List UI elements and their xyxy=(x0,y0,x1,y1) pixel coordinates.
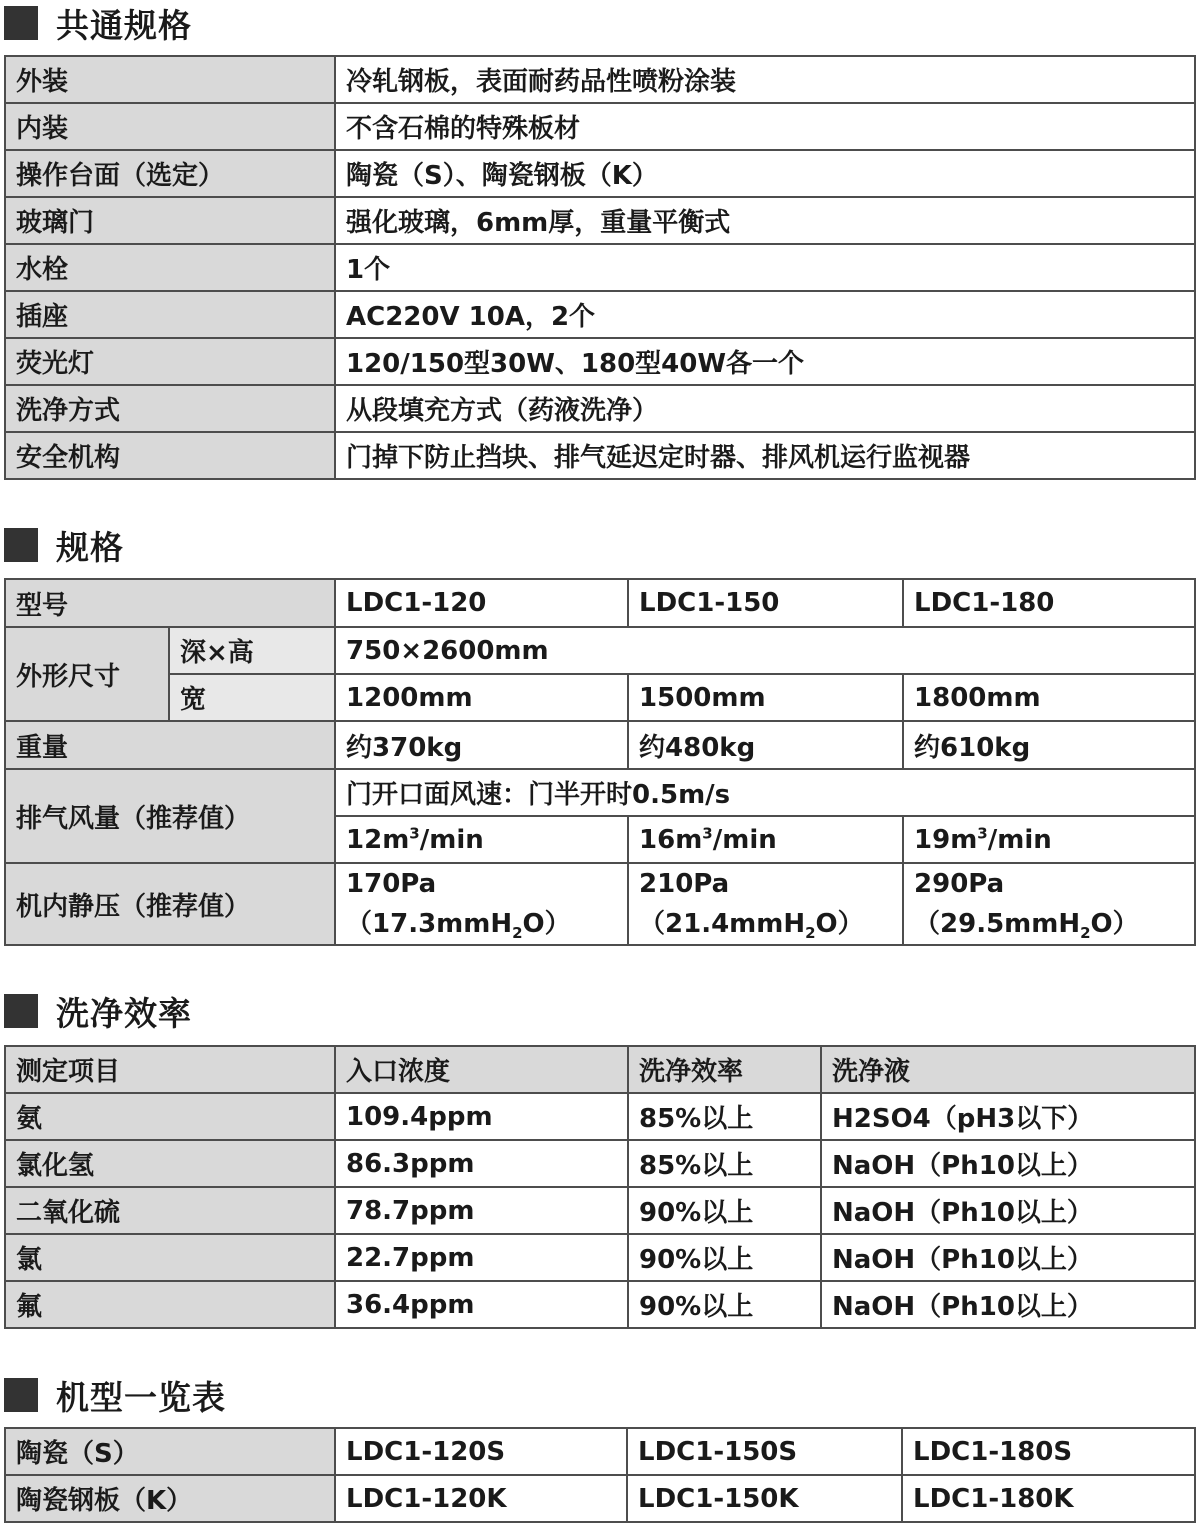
pressure-cell xyxy=(628,863,903,945)
table-row xyxy=(5,56,1195,103)
exhaust-cell xyxy=(335,816,628,863)
pressure-label: 机内静压（推荐值） xyxy=(5,863,335,945)
pressure-sub: 2 xyxy=(805,924,816,943)
exhaust-unit-rest: /min xyxy=(712,824,777,855)
row-value: 不含石棉的特殊板材 xyxy=(335,103,1195,150)
model-code: LDC1-180S xyxy=(902,1428,1195,1475)
table-row xyxy=(5,197,1195,244)
width-label: 宽 xyxy=(169,674,335,721)
row-value: H2SO4（pH3以下） xyxy=(821,1093,1195,1140)
pressure-mmh-text: （29.5mmH xyxy=(914,909,1081,939)
model-cell: LDC1-120 xyxy=(335,579,628,627)
row-label: 内装 xyxy=(5,103,335,150)
common-spec-heading xyxy=(4,0,192,46)
row-label: 氯 xyxy=(5,1234,335,1281)
model-code: LDC1-120K xyxy=(335,1475,627,1522)
width-cell: 1500mm xyxy=(628,674,903,721)
model-row xyxy=(5,579,1195,627)
exhaust-value: 19 xyxy=(914,824,951,855)
row-value: 120/150型30W、180型40W各一个 xyxy=(335,338,1195,385)
row-value: 36.4ppm xyxy=(335,1281,628,1328)
exhaust-value: 16 xyxy=(639,824,676,855)
pressure-mmh2o xyxy=(914,904,1184,944)
table-row xyxy=(5,1281,1195,1328)
model-code: LDC1-150S xyxy=(627,1428,902,1475)
pressure-cell xyxy=(903,863,1195,945)
table-row xyxy=(5,432,1195,479)
pressure-mmh2o xyxy=(639,904,892,944)
column-header: 测定项目 xyxy=(5,1046,335,1093)
exhaust-unit: m xyxy=(950,824,978,855)
efficiency-heading xyxy=(4,988,192,1034)
weight-cell: 约610kg xyxy=(903,721,1195,769)
weight-cell: 约370kg xyxy=(335,721,628,769)
spec-heading xyxy=(4,522,124,568)
row-label: 荧光灯 xyxy=(5,338,335,385)
depth-height-row xyxy=(5,627,1195,674)
row-label: 水栓 xyxy=(5,244,335,291)
row-label: 陶瓷钢板（K） xyxy=(5,1475,335,1522)
efficiency-title: 洗净效率 xyxy=(56,993,192,1033)
square-bullet-icon xyxy=(4,1378,38,1412)
common-spec-table xyxy=(4,55,1196,480)
depth-height-value: 750×2600mm xyxy=(335,627,1195,674)
square-bullet-icon xyxy=(4,6,38,40)
table-row xyxy=(5,150,1195,197)
row-label: 插座 xyxy=(5,291,335,338)
header-row xyxy=(5,1046,1195,1093)
row-value: 强化玻璃，6mm厚，重量平衡式 xyxy=(335,197,1195,244)
model-code: LDC1-120S xyxy=(335,1428,627,1475)
exhaust-label: 排气风量（推荐值） xyxy=(5,769,335,863)
pressure-tail: O） xyxy=(1090,909,1139,939)
spec-title: 规格 xyxy=(56,527,124,567)
row-value: 1个 xyxy=(335,244,1195,291)
exhaust-cell xyxy=(903,816,1195,863)
exhaust-unit: m xyxy=(675,824,703,855)
exhaust-unit-sup: 3 xyxy=(977,823,988,842)
table-row xyxy=(5,1475,1195,1522)
model-label: 型号 xyxy=(5,579,335,627)
pressure-pa: 290Pa xyxy=(914,869,1005,899)
row-label: 氯化氢 xyxy=(5,1140,335,1187)
row-label: 洗净方式 xyxy=(5,385,335,432)
row-value: 90%以上 xyxy=(628,1281,821,1328)
table-row xyxy=(5,291,1195,338)
exhaust-value: 12 xyxy=(346,824,383,855)
pressure-mmh2o xyxy=(346,904,617,944)
row-value: 86.3ppm xyxy=(335,1140,628,1187)
width-cell: 1800mm xyxy=(903,674,1195,721)
dimension-label: 外形尺寸 xyxy=(5,627,169,721)
table-row xyxy=(5,385,1195,432)
table-row xyxy=(5,1140,1195,1187)
weight-row xyxy=(5,721,1195,769)
table-row xyxy=(5,1234,1195,1281)
weight-cell: 约480kg xyxy=(628,721,903,769)
pressure-sub: 2 xyxy=(512,924,523,943)
row-value: 从段填充方式（药液洗净） xyxy=(335,385,1195,432)
common-spec-title: 共通规格 xyxy=(56,5,192,45)
row-label: 氨 xyxy=(5,1093,335,1140)
pressure-mmh-text: （21.4mmH xyxy=(639,909,806,939)
efficiency-table xyxy=(4,1045,1196,1329)
exhaust-unit-sup: 3 xyxy=(702,823,713,842)
pressure-sub: 2 xyxy=(1080,924,1091,943)
row-label: 安全机构 xyxy=(5,432,335,479)
pressure-tail: O） xyxy=(815,909,864,939)
row-value: 78.7ppm xyxy=(335,1187,628,1234)
column-header: 洗净液 xyxy=(821,1046,1195,1093)
model-list-table xyxy=(4,1427,1196,1523)
pressure-tail: O） xyxy=(522,909,571,939)
exhaust-unit-sup: 3 xyxy=(409,823,420,842)
exhaust-cell xyxy=(628,816,903,863)
row-label: 氟 xyxy=(5,1281,335,1328)
exhaust-unit: m xyxy=(382,824,410,855)
row-label: 玻璃门 xyxy=(5,197,335,244)
exhaust-note-row xyxy=(5,769,1195,816)
model-code: LDC1-180K xyxy=(902,1475,1195,1522)
table-row xyxy=(5,244,1195,291)
table-row xyxy=(5,1187,1195,1234)
pressure-pa: 210Pa xyxy=(639,869,730,899)
table-row xyxy=(5,1093,1195,1140)
model-list-title: 机型一览表 xyxy=(56,1377,226,1417)
row-label: 二氧化硫 xyxy=(5,1187,335,1234)
spec-table xyxy=(4,578,1196,946)
square-bullet-icon xyxy=(4,528,38,562)
weight-label: 重量 xyxy=(5,721,335,769)
square-bullet-icon xyxy=(4,994,38,1028)
pressure-mmh-text: （17.3mmH xyxy=(346,909,513,939)
column-header: 入口浓度 xyxy=(335,1046,628,1093)
depth-height-label: 深×高 xyxy=(169,627,335,674)
model-list-heading xyxy=(4,1372,226,1418)
table-row xyxy=(5,338,1195,385)
exhaust-unit-rest: /min xyxy=(987,824,1052,855)
row-value: 冷轧钢板，表面耐药品性喷粉涂装 xyxy=(335,56,1195,103)
row-value: 85%以上 xyxy=(628,1140,821,1187)
row-value: 陶瓷（S）、陶瓷钢板（K） xyxy=(335,150,1195,197)
row-value: 90%以上 xyxy=(628,1234,821,1281)
row-value: AC220V 10A，2个 xyxy=(335,291,1195,338)
row-value: NaOH（Ph10以上） xyxy=(821,1234,1195,1281)
model-cell: LDC1-150 xyxy=(628,579,903,627)
width-cell: 1200mm xyxy=(335,674,628,721)
column-header: 洗净效率 xyxy=(628,1046,821,1093)
pressure-cell xyxy=(335,863,628,945)
row-value: 门掉下防止挡块、排气延迟定时器、排风机运行监视器 xyxy=(335,432,1195,479)
pressure-pa: 170Pa xyxy=(346,869,437,899)
row-value: NaOH（Ph10以上） xyxy=(821,1281,1195,1328)
pressure-row xyxy=(5,863,1195,945)
row-label: 操作台面（选定） xyxy=(5,150,335,197)
row-label: 外装 xyxy=(5,56,335,103)
row-value: NaOH（Ph10以上） xyxy=(821,1187,1195,1234)
row-value: 109.4ppm xyxy=(335,1093,628,1140)
table-row xyxy=(5,103,1195,150)
width-row xyxy=(5,674,1195,721)
exhaust-unit-rest: /min xyxy=(419,824,484,855)
row-label: 陶瓷（S） xyxy=(5,1428,335,1475)
table-row xyxy=(5,1428,1195,1475)
row-value: 22.7ppm xyxy=(335,1234,628,1281)
row-value: NaOH（Ph10以上） xyxy=(821,1140,1195,1187)
row-value: 90%以上 xyxy=(628,1187,821,1234)
model-code: LDC1-150K xyxy=(627,1475,902,1522)
row-value: 85%以上 xyxy=(628,1093,821,1140)
exhaust-note: 门开口面风速：门半开时0.5m/s xyxy=(335,769,1195,816)
model-cell: LDC1-180 xyxy=(903,579,1195,627)
